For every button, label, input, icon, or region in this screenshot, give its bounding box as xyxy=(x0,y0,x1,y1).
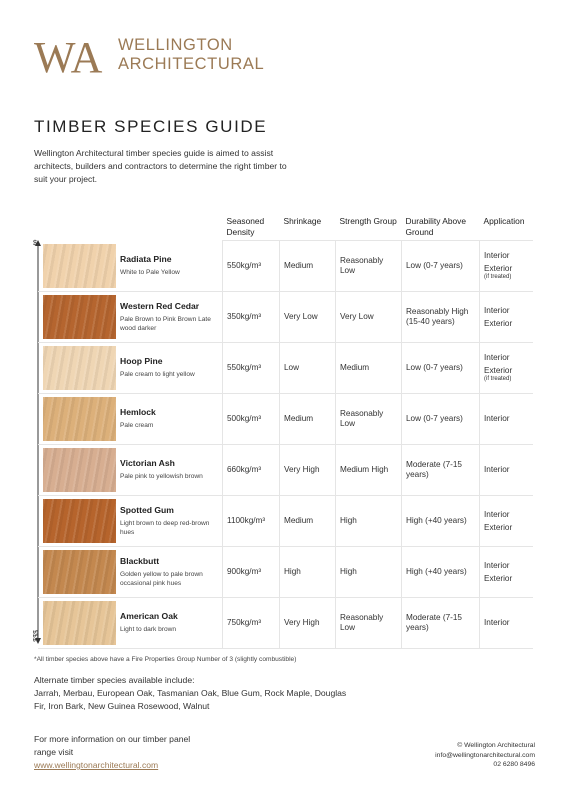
application-cell xyxy=(480,598,533,649)
species-row xyxy=(38,292,533,343)
swatch-cell xyxy=(38,547,116,598)
species-row xyxy=(38,241,533,292)
species-row xyxy=(38,445,533,496)
timber-swatch xyxy=(43,448,116,492)
species-name: Radiata Pine xyxy=(120,254,172,264)
application-cell xyxy=(480,241,533,292)
species-name-cell xyxy=(116,241,223,292)
density-cell: 550kg/m³ xyxy=(223,241,280,292)
shrinkage-header: Shrinkage xyxy=(280,212,336,241)
copyright-text: © Wellington Architectural xyxy=(457,742,535,749)
application-primary: Interior xyxy=(484,251,510,260)
species-description: Light brown to deep red-brown hues xyxy=(120,520,210,536)
brand-line2: ARCHITECTURAL xyxy=(118,55,265,73)
strength-cell: High xyxy=(336,496,402,547)
application-secondary: Exterior xyxy=(484,366,513,375)
application-primary: Interior xyxy=(484,509,510,519)
intro-paragraph: Wellington Architectural timber species guide is aimed to assist architects, builders and contractors to determine the right timber to suit your project. xyxy=(34,148,287,184)
application-primary: Interior xyxy=(484,414,510,423)
species-table xyxy=(38,212,533,649)
density-cell: 660kg/m³ xyxy=(223,445,280,496)
scale-label-high: $$$ xyxy=(33,630,40,642)
species-name-cell xyxy=(116,547,223,598)
species-name: Victorian Ash xyxy=(120,458,175,469)
swatch-cell xyxy=(38,292,116,343)
species-description: Pale Brown to Pink Brown Late wood darker xyxy=(120,316,211,332)
shrinkage-cell: Very High xyxy=(280,445,336,496)
shrinkage-cell: Medium xyxy=(280,394,336,445)
timber-swatch xyxy=(43,244,116,288)
application-cell xyxy=(480,496,533,547)
application-note: (if treated) xyxy=(484,376,512,382)
name-header xyxy=(116,212,223,241)
species-description: White to Pale Yellow xyxy=(120,269,180,276)
strength-cell: Medium High xyxy=(336,445,402,496)
strength-cell: Very Low xyxy=(336,292,402,343)
brand-line1: WELLINGTON xyxy=(118,36,233,54)
application-secondary: Exterior xyxy=(484,264,513,273)
timber-swatch xyxy=(43,601,116,645)
species-name-cell xyxy=(116,445,223,496)
application-cell xyxy=(480,394,533,445)
application-primary: Interior xyxy=(484,560,510,570)
species-description: Pale cream xyxy=(120,422,154,430)
durability-cell: Moderate (7-15 years) xyxy=(402,598,480,649)
application-cell xyxy=(480,445,533,496)
species-row xyxy=(38,598,533,649)
application-primary: Interior xyxy=(484,305,510,315)
density-cell: 350kg/m³ xyxy=(223,292,280,343)
species-row xyxy=(38,496,533,547)
species-description: Light to dark brown xyxy=(120,626,177,634)
application-primary: Interior xyxy=(484,618,510,627)
alternate-list: Jarrah, Merbau, European Oak, Tasmanian Oak, Blue Gum, Rock Maple, Douglas Fir, Iron Bark, New Guinea Rosewood, Walnut xyxy=(34,688,347,711)
timber-swatch xyxy=(43,397,116,441)
shrinkage-cell: Medium xyxy=(280,241,336,292)
timber-swatch xyxy=(43,295,116,339)
shrinkage-cell: Low xyxy=(280,343,336,394)
contact-email[interactable]: info@wellingtonarchitectural.com xyxy=(435,751,535,759)
species-name-cell xyxy=(116,292,223,343)
swatch-cell xyxy=(38,241,116,292)
application-cell xyxy=(480,343,533,394)
species-name-cell xyxy=(116,496,223,547)
scale-label-low: $ xyxy=(33,240,37,247)
species-name: Spotted Gum xyxy=(120,505,174,515)
species-row xyxy=(38,343,533,394)
durability-cell: Reasonably High (15-40 years) xyxy=(402,292,480,343)
density-cell: 750kg/m³ xyxy=(223,598,280,649)
brand-logo xyxy=(34,36,265,76)
more-info-text: For more information on our timber panel range visit xyxy=(34,734,191,757)
density-cell: 550kg/m³ xyxy=(223,343,280,394)
durability-cell: High (+40 years) xyxy=(402,547,480,598)
species-description: Golden yellow to pale brown occasional pink hues xyxy=(120,571,203,587)
more-info xyxy=(34,733,214,772)
durability-header: Durability Above Ground xyxy=(402,212,480,241)
durability-cell: Low (0-7 years) xyxy=(402,343,480,394)
timber-swatch xyxy=(43,550,116,594)
wa-monogram-logo xyxy=(34,36,110,76)
density-cell: 500kg/m³ xyxy=(223,394,280,445)
swatch-cell xyxy=(38,496,116,547)
brand-name xyxy=(118,36,264,74)
application-header: Application xyxy=(480,212,533,241)
durability-cell: Low (0-7 years) xyxy=(402,241,480,292)
application-primary: Interior xyxy=(484,465,510,474)
alternate-species xyxy=(34,674,354,713)
application-secondary: Exterior xyxy=(484,318,513,328)
species-row xyxy=(38,547,533,598)
shrinkage-cell: Very Low xyxy=(280,292,336,343)
shrinkage-cell: Medium xyxy=(280,496,336,547)
application-secondary: Exterior xyxy=(484,573,513,583)
swatch-cell xyxy=(38,394,116,445)
species-name-cell xyxy=(116,598,223,649)
strength-cell: Reasonably Low xyxy=(336,394,402,445)
species-name: American Oak xyxy=(120,611,178,622)
shrinkage-cell: Very High xyxy=(280,598,336,649)
species-row xyxy=(38,394,533,445)
application-secondary: Exterior xyxy=(484,522,513,532)
swatch-header xyxy=(38,212,116,241)
swatch-cell xyxy=(38,343,116,394)
website-link[interactable]: www.wellingtonarchitectural.com xyxy=(34,760,159,770)
strength-cell: Reasonably Low xyxy=(336,598,402,649)
strength-header: Strength Group xyxy=(336,212,402,241)
application-cell xyxy=(480,547,533,598)
timber-swatch xyxy=(43,499,116,543)
density-header: Seasoned Density xyxy=(223,212,280,241)
durability-cell: High (+40 years) xyxy=(402,496,480,547)
timber-swatch xyxy=(43,346,116,390)
species-name-cell xyxy=(116,394,223,445)
fire-footnote: *All timber species above have a Fire Properties Group Number of 3 (slightly combustible) xyxy=(34,656,297,663)
swatch-cell xyxy=(38,598,116,649)
application-cell xyxy=(480,292,533,343)
species-name: Hemlock xyxy=(120,407,156,418)
alternate-heading: Alternate timber species available include: xyxy=(34,675,195,685)
strength-cell: Medium xyxy=(336,343,402,394)
species-name-cell xyxy=(116,343,223,394)
table-header-row xyxy=(38,212,533,241)
swatch-cell xyxy=(38,445,116,496)
species-name: Hoop Pine xyxy=(120,356,163,367)
strength-cell: Reasonably Low xyxy=(336,241,402,292)
species-description: Pale cream to light yellow xyxy=(120,371,195,379)
strength-cell: High xyxy=(336,547,402,598)
application-note: (if treated) xyxy=(484,274,512,280)
species-name: Blackbutt xyxy=(120,556,160,566)
contact-block xyxy=(435,741,535,770)
durability-cell: Low (0-7 years) xyxy=(402,394,480,445)
density-cell: 1100kg/m³ xyxy=(223,496,280,547)
durability-cell: Moderate (7-15 years) xyxy=(402,445,480,496)
contact-phone: 02 6280 8496 xyxy=(493,761,535,768)
application-primary: Interior xyxy=(484,353,510,362)
page-title: TIMBER SPECIES GUIDE xyxy=(34,117,268,136)
density-cell: 900kg/m³ xyxy=(223,547,280,598)
shrinkage-cell: High xyxy=(280,547,336,598)
logo-monogram-text: WA xyxy=(34,36,103,76)
species-name: Western Red Cedar xyxy=(120,301,200,311)
species-description: Pale pink to yellowish brown xyxy=(120,473,203,481)
